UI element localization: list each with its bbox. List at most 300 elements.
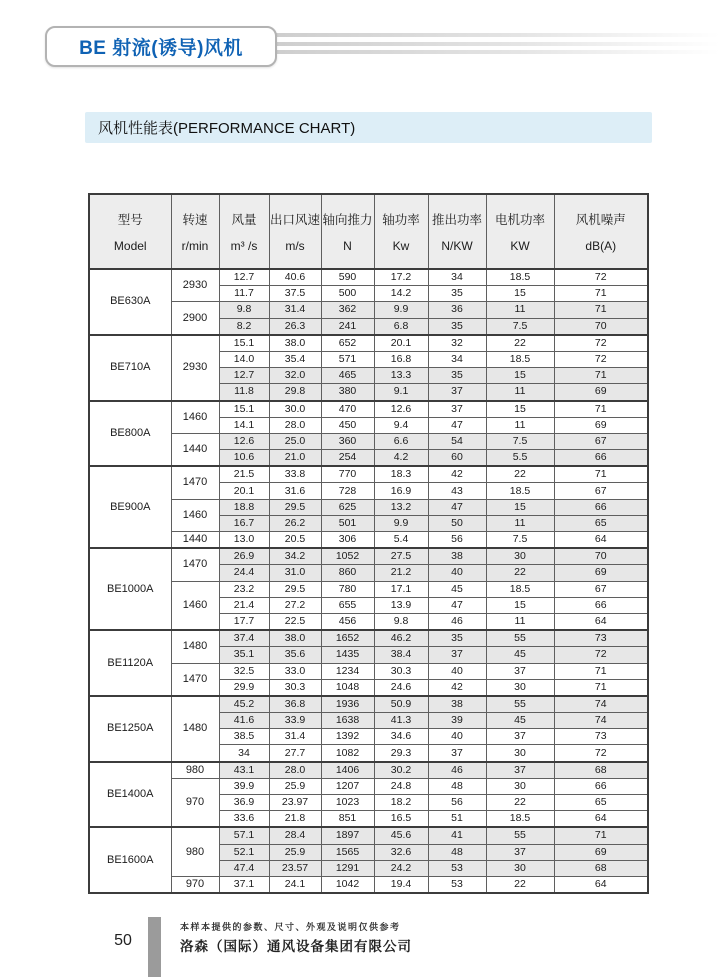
- value-cell: 32.5: [219, 663, 269, 679]
- value-cell: 57.1: [219, 827, 269, 844]
- value-cell: 35.1: [219, 647, 269, 663]
- value-cell: 33.0: [269, 663, 321, 679]
- value-cell: 37: [428, 647, 486, 663]
- column-header: 轴功率 Kw: [374, 194, 428, 269]
- value-cell: 15: [486, 499, 554, 515]
- value-cell: 40.6: [269, 269, 321, 286]
- value-cell: 12.6: [374, 401, 428, 418]
- value-cell: 64: [554, 532, 648, 549]
- value-cell: 71: [554, 466, 648, 483]
- value-cell: 20.5: [269, 532, 321, 549]
- value-cell: 48: [428, 778, 486, 794]
- value-cell: 380: [321, 384, 374, 401]
- value-cell: 72: [554, 269, 648, 286]
- value-cell: 38.5: [219, 729, 269, 745]
- value-cell: 29.8: [269, 384, 321, 401]
- value-cell: 70: [554, 548, 648, 565]
- value-cell: 70: [554, 318, 648, 335]
- value-cell: 71: [554, 368, 648, 384]
- value-cell: 72: [554, 647, 648, 663]
- value-cell: 4.2: [374, 450, 428, 467]
- value-cell: 14.0: [219, 351, 269, 367]
- value-cell: 66: [554, 778, 648, 794]
- value-cell: 26.3: [269, 318, 321, 335]
- value-cell: 7.5: [486, 318, 554, 335]
- value-cell: 11.7: [219, 286, 269, 302]
- value-cell: 71: [554, 679, 648, 696]
- value-cell: 55: [486, 827, 554, 844]
- value-cell: 30.3: [374, 663, 428, 679]
- value-cell: 21.5: [219, 466, 269, 483]
- value-cell: 18.5: [486, 581, 554, 597]
- value-cell: 26.2: [269, 515, 321, 531]
- value-cell: 69: [554, 565, 648, 581]
- model-cell: BE1000A: [89, 548, 171, 630]
- value-cell: 37: [486, 663, 554, 679]
- table-row: [89, 401, 648, 418]
- value-cell: 17.2: [374, 269, 428, 286]
- value-cell: 53: [428, 860, 486, 876]
- column-header: 轴向推力 N: [321, 194, 374, 269]
- table-row: [89, 269, 648, 286]
- column-header: 型号 Model: [89, 194, 171, 269]
- value-cell: 41: [428, 827, 486, 844]
- value-cell: 34: [428, 269, 486, 286]
- table-row: [89, 499, 648, 515]
- value-cell: 65: [554, 795, 648, 811]
- value-cell: 42: [428, 466, 486, 483]
- value-cell: 28.4: [269, 827, 321, 844]
- value-cell: 34.2: [269, 548, 321, 565]
- value-cell: 11.8: [219, 384, 269, 401]
- value-cell: 60: [428, 450, 486, 467]
- value-cell: 728: [321, 483, 374, 499]
- value-cell: 20.1: [219, 483, 269, 499]
- value-cell: 50.9: [374, 696, 428, 713]
- value-cell: 1652: [321, 630, 374, 647]
- value-cell: 38.0: [269, 630, 321, 647]
- value-cell: 38: [428, 696, 486, 713]
- value-cell: 71: [554, 827, 648, 844]
- value-cell: 29.5: [269, 581, 321, 597]
- value-cell: 35: [428, 368, 486, 384]
- value-cell: 780: [321, 581, 374, 597]
- rpm-cell: 970: [171, 876, 219, 893]
- value-cell: 18.5: [486, 351, 554, 367]
- value-cell: 1392: [321, 729, 374, 745]
- value-cell: 29.5: [269, 499, 321, 515]
- value-cell: 55: [486, 630, 554, 647]
- value-cell: 31.4: [269, 302, 321, 318]
- table-row: [89, 335, 648, 352]
- value-cell: 24.6: [374, 679, 428, 696]
- value-cell: 9.1: [374, 384, 428, 401]
- value-cell: 48: [428, 844, 486, 860]
- value-cell: 66: [554, 597, 648, 613]
- value-cell: 16.9: [374, 483, 428, 499]
- value-cell: 74: [554, 713, 648, 729]
- value-cell: 1897: [321, 827, 374, 844]
- value-cell: 33.8: [269, 466, 321, 483]
- footer-divider-bar: [148, 917, 161, 977]
- value-cell: 52.1: [219, 844, 269, 860]
- value-cell: 35: [428, 318, 486, 335]
- table-row: [89, 532, 648, 549]
- value-cell: 51: [428, 811, 486, 828]
- value-cell: 34: [428, 351, 486, 367]
- value-cell: 6.8: [374, 318, 428, 335]
- value-cell: 14.1: [219, 417, 269, 433]
- value-cell: 23.57: [269, 860, 321, 876]
- value-cell: 30: [486, 745, 554, 762]
- value-cell: 15: [486, 597, 554, 613]
- value-cell: 32: [428, 335, 486, 352]
- value-cell: 655: [321, 597, 374, 613]
- value-cell: 652: [321, 335, 374, 352]
- value-cell: 1936: [321, 696, 374, 713]
- value-cell: 35: [428, 286, 486, 302]
- value-cell: 6.6: [374, 433, 428, 449]
- value-cell: 30: [486, 860, 554, 876]
- value-cell: 64: [554, 811, 648, 828]
- value-cell: 15: [486, 368, 554, 384]
- value-cell: 21.8: [269, 811, 321, 828]
- rpm-cell: 1440: [171, 532, 219, 549]
- value-cell: 15.1: [219, 335, 269, 352]
- value-cell: 40: [428, 729, 486, 745]
- value-cell: 30: [486, 548, 554, 565]
- value-cell: 9.9: [374, 302, 428, 318]
- value-cell: 860: [321, 565, 374, 581]
- table-row: [89, 581, 648, 597]
- value-cell: 67: [554, 581, 648, 597]
- value-cell: 29.3: [374, 745, 428, 762]
- value-cell: 18.8: [219, 499, 269, 515]
- value-cell: 22: [486, 565, 554, 581]
- value-cell: 32.0: [269, 368, 321, 384]
- header-stripe: [268, 50, 720, 54]
- value-cell: 1638: [321, 713, 374, 729]
- value-cell: 36: [428, 302, 486, 318]
- value-cell: 254: [321, 450, 374, 467]
- value-cell: 23.2: [219, 581, 269, 597]
- model-cell: BE630A: [89, 269, 171, 335]
- value-cell: 35.6: [269, 647, 321, 663]
- rpm-cell: 1440: [171, 433, 219, 466]
- value-cell: 37.1: [219, 876, 269, 893]
- value-cell: 12.7: [219, 368, 269, 384]
- value-cell: 69: [554, 844, 648, 860]
- value-cell: 1207: [321, 778, 374, 794]
- value-cell: 71: [554, 401, 648, 418]
- value-cell: 73: [554, 729, 648, 745]
- value-cell: 69: [554, 384, 648, 401]
- value-cell: 21.4: [219, 597, 269, 613]
- value-cell: 66: [554, 450, 648, 467]
- rpm-cell: 980: [171, 762, 219, 779]
- value-cell: 9.9: [374, 515, 428, 531]
- value-cell: 45: [486, 713, 554, 729]
- value-cell: 11: [486, 384, 554, 401]
- value-cell: 47: [428, 597, 486, 613]
- value-cell: 1052: [321, 548, 374, 565]
- value-cell: 7.5: [486, 433, 554, 449]
- rpm-cell: 1470: [171, 663, 219, 696]
- table-row: [89, 696, 648, 713]
- value-cell: 40: [428, 663, 486, 679]
- value-cell: 37: [486, 844, 554, 860]
- value-cell: 11: [486, 417, 554, 433]
- value-cell: 38.0: [269, 335, 321, 352]
- footer-disclaimer: 本样本提供的参数、尺寸、外观及说明仅供参考: [180, 922, 401, 932]
- value-cell: 46.2: [374, 630, 428, 647]
- value-cell: 33.6: [219, 811, 269, 828]
- value-cell: 241: [321, 318, 374, 335]
- rpm-cell: 1470: [171, 466, 219, 499]
- value-cell: 571: [321, 351, 374, 367]
- rpm-cell: 1480: [171, 630, 219, 663]
- value-cell: 27.2: [269, 597, 321, 613]
- table-row: [89, 630, 648, 647]
- table-row: [89, 302, 648, 318]
- table-row: [89, 466, 648, 483]
- value-cell: 22: [486, 795, 554, 811]
- model-cell: BE1250A: [89, 696, 171, 762]
- table-row: [89, 827, 648, 844]
- value-cell: 8.2: [219, 318, 269, 335]
- value-cell: 50: [428, 515, 486, 531]
- value-cell: 17.1: [374, 581, 428, 597]
- value-cell: 25.0: [269, 433, 321, 449]
- value-cell: 500: [321, 286, 374, 302]
- value-cell: 1291: [321, 860, 374, 876]
- footer-company-name: 洛森（国际）通风设备集团有限公司: [180, 939, 412, 954]
- value-cell: 20.1: [374, 335, 428, 352]
- column-header: 转速 r/min: [171, 194, 219, 269]
- value-cell: 28.0: [269, 417, 321, 433]
- value-cell: 22: [486, 335, 554, 352]
- value-cell: 36.8: [269, 696, 321, 713]
- value-cell: 39: [428, 713, 486, 729]
- value-cell: 37: [486, 762, 554, 779]
- value-cell: 16.7: [219, 515, 269, 531]
- value-cell: 30.0: [269, 401, 321, 418]
- value-cell: 39.9: [219, 778, 269, 794]
- rpm-cell: 970: [171, 778, 219, 827]
- table-row: [89, 663, 648, 679]
- rpm-cell: 1460: [171, 581, 219, 630]
- value-cell: 71: [554, 286, 648, 302]
- rpm-cell: 980: [171, 827, 219, 876]
- value-cell: 306: [321, 532, 374, 549]
- rpm-cell: 1470: [171, 548, 219, 581]
- value-cell: 34.6: [374, 729, 428, 745]
- value-cell: 37: [428, 401, 486, 418]
- value-cell: 29.9: [219, 679, 269, 696]
- value-cell: 41.3: [374, 713, 428, 729]
- value-cell: 66: [554, 499, 648, 515]
- value-cell: 47.4: [219, 860, 269, 876]
- value-cell: 37.5: [269, 286, 321, 302]
- value-cell: 33.9: [269, 713, 321, 729]
- column-header: 电机功率 KW: [486, 194, 554, 269]
- value-cell: 30: [486, 679, 554, 696]
- value-cell: 22: [486, 876, 554, 893]
- value-cell: 26.9: [219, 548, 269, 565]
- value-cell: 21.0: [269, 450, 321, 467]
- value-cell: 5.5: [486, 450, 554, 467]
- value-cell: 456: [321, 613, 374, 630]
- model-cell: BE1120A: [89, 630, 171, 696]
- value-cell: 42: [428, 679, 486, 696]
- value-cell: 72: [554, 745, 648, 762]
- value-cell: 40: [428, 565, 486, 581]
- value-cell: 74: [554, 696, 648, 713]
- value-cell: 38.4: [374, 647, 428, 663]
- value-cell: 362: [321, 302, 374, 318]
- value-cell: 11: [486, 613, 554, 630]
- value-cell: 54: [428, 433, 486, 449]
- value-cell: 770: [321, 466, 374, 483]
- value-cell: 43: [428, 483, 486, 499]
- value-cell: 13.9: [374, 597, 428, 613]
- value-cell: 19.4: [374, 876, 428, 893]
- value-cell: 16.8: [374, 351, 428, 367]
- table-row: [89, 762, 648, 779]
- section-title-text: 风机性能表(PERFORMANCE CHART): [98, 120, 356, 137]
- value-cell: 24.4: [219, 565, 269, 581]
- value-cell: 37: [428, 745, 486, 762]
- value-cell: 32.6: [374, 844, 428, 860]
- value-cell: 45: [486, 647, 554, 663]
- value-cell: 11: [486, 302, 554, 318]
- value-cell: 24.2: [374, 860, 428, 876]
- value-cell: 31.0: [269, 565, 321, 581]
- value-cell: 47: [428, 417, 486, 433]
- value-cell: 36.9: [219, 795, 269, 811]
- value-cell: 45: [428, 581, 486, 597]
- value-cell: 71: [554, 663, 648, 679]
- value-cell: 27.7: [269, 745, 321, 762]
- rpm-cell: 1460: [171, 401, 219, 434]
- column-header: 出口风速 m/s: [269, 194, 321, 269]
- table-row: [89, 778, 648, 794]
- rpm-cell: 2930: [171, 335, 219, 401]
- value-cell: 35: [428, 630, 486, 647]
- value-cell: 1042: [321, 876, 374, 893]
- model-cell: BE1400A: [89, 762, 171, 828]
- value-cell: 56: [428, 795, 486, 811]
- value-cell: 65: [554, 515, 648, 531]
- rpm-cell: 1480: [171, 696, 219, 762]
- value-cell: 1023: [321, 795, 374, 811]
- page-number: 50: [114, 932, 132, 949]
- value-cell: 41.6: [219, 713, 269, 729]
- table-row: [89, 548, 648, 565]
- value-cell: 69: [554, 417, 648, 433]
- value-cell: 67: [554, 433, 648, 449]
- value-cell: 465: [321, 368, 374, 384]
- value-cell: 46: [428, 762, 486, 779]
- rpm-cell: 2930: [171, 269, 219, 302]
- value-cell: 18.5: [486, 269, 554, 286]
- value-cell: 18.5: [486, 483, 554, 499]
- value-cell: 43.1: [219, 762, 269, 779]
- value-cell: 12.7: [219, 269, 269, 286]
- value-cell: 67: [554, 483, 648, 499]
- table-row: [89, 876, 648, 893]
- value-cell: 53: [428, 876, 486, 893]
- value-cell: 9.4: [374, 417, 428, 433]
- value-cell: 851: [321, 811, 374, 828]
- value-cell: 73: [554, 630, 648, 647]
- value-cell: 15.1: [219, 401, 269, 418]
- value-cell: 18.2: [374, 795, 428, 811]
- series-header-tab: [45, 26, 277, 67]
- value-cell: 25.9: [269, 844, 321, 860]
- value-cell: 72: [554, 351, 648, 367]
- value-cell: 30.2: [374, 762, 428, 779]
- value-cell: 28.0: [269, 762, 321, 779]
- value-cell: 25.9: [269, 778, 321, 794]
- series-title: BE 射流(诱导)风机: [79, 38, 243, 59]
- value-cell: 7.5: [486, 532, 554, 549]
- rpm-cell: 2900: [171, 302, 219, 335]
- value-cell: 45.6: [374, 827, 428, 844]
- value-cell: 45.2: [219, 696, 269, 713]
- value-cell: 30: [486, 778, 554, 794]
- value-cell: 31.6: [269, 483, 321, 499]
- value-cell: 38: [428, 548, 486, 565]
- value-cell: 16.5: [374, 811, 428, 828]
- table-row: [89, 433, 648, 449]
- model-cell: BE800A: [89, 401, 171, 467]
- value-cell: 30.3: [269, 679, 321, 696]
- value-cell: 24.8: [374, 778, 428, 794]
- value-cell: 35.4: [269, 351, 321, 367]
- value-cell: 34: [219, 745, 269, 762]
- column-header: 风机噪声 dB(A): [554, 194, 648, 269]
- value-cell: 64: [554, 876, 648, 893]
- value-cell: 12.6: [219, 433, 269, 449]
- section-title-bar: [85, 112, 652, 143]
- value-cell: 1565: [321, 844, 374, 860]
- value-cell: 1406: [321, 762, 374, 779]
- value-cell: 11: [486, 515, 554, 531]
- value-cell: 68: [554, 762, 648, 779]
- performance-table: [88, 193, 649, 894]
- column-header: 推出功率 N/KW: [428, 194, 486, 269]
- value-cell: 18.5: [486, 811, 554, 828]
- value-cell: 5.4: [374, 532, 428, 549]
- value-cell: 68: [554, 860, 648, 876]
- value-cell: 501: [321, 515, 374, 531]
- value-cell: 47: [428, 499, 486, 515]
- value-cell: 360: [321, 433, 374, 449]
- header-stripe: [268, 42, 720, 46]
- model-cell: BE710A: [89, 335, 171, 401]
- value-cell: 1048: [321, 679, 374, 696]
- value-cell: 1234: [321, 663, 374, 679]
- value-cell: 46: [428, 613, 486, 630]
- value-cell: 1435: [321, 647, 374, 663]
- value-cell: 15: [486, 401, 554, 418]
- value-cell: 13.3: [374, 368, 428, 384]
- value-cell: 9.8: [219, 302, 269, 318]
- value-cell: 71: [554, 302, 648, 318]
- model-cell: BE900A: [89, 466, 171, 548]
- value-cell: 590: [321, 269, 374, 286]
